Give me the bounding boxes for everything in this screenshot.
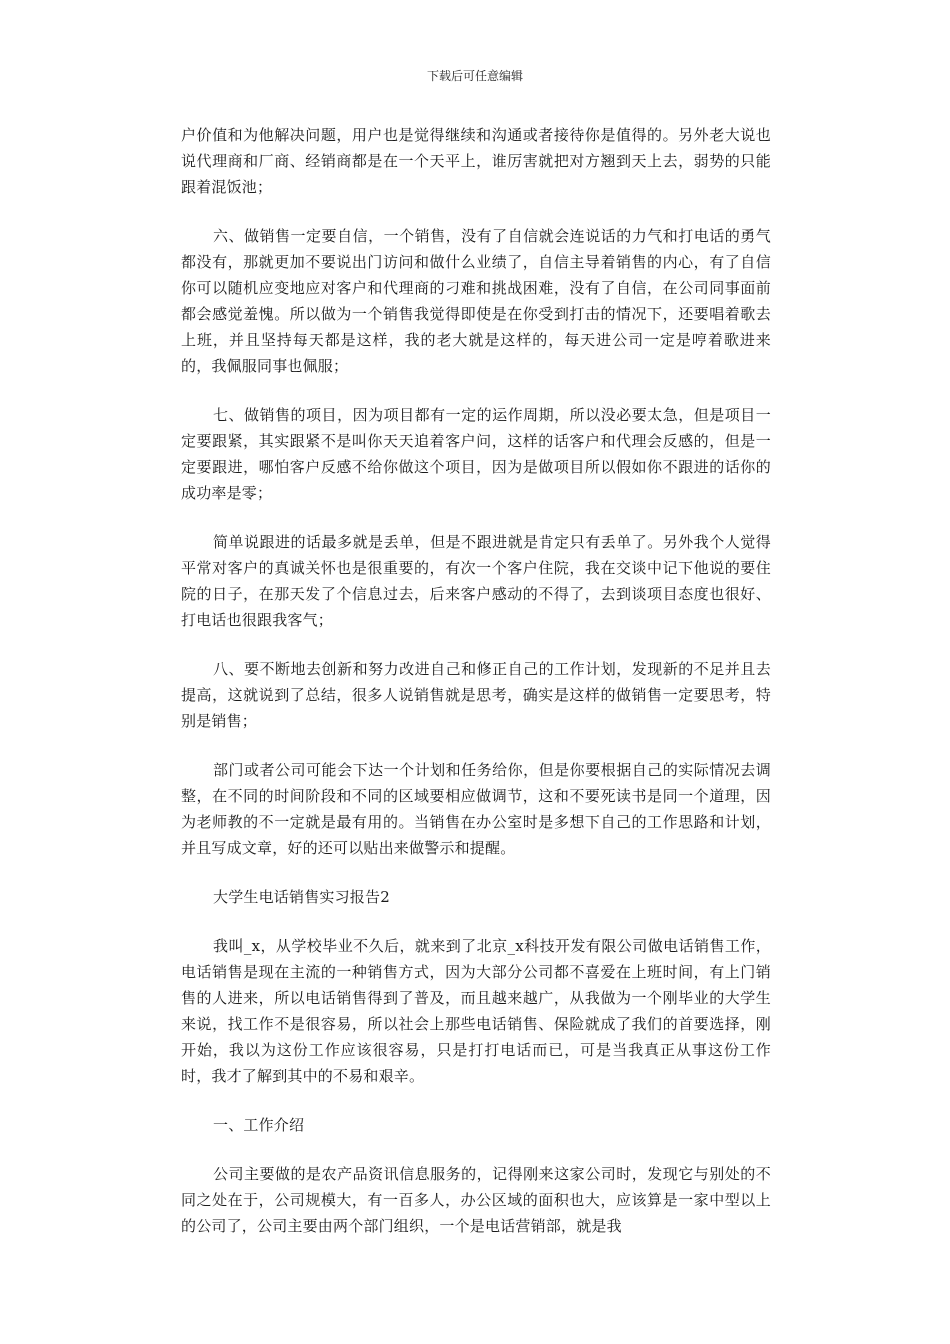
- paragraph-company-description: 公司主要做的是农产品资讯信息服务的，记得刚来这家公司时，发现它与别处的不同之处在于，公司规模大，有一百多人，办公区域的面积也大，应该算是一家中型以上的公司了，公司主要由两个部门组织，一个是电话营销部，就是我: [181, 1165, 771, 1235]
- paragraph-point-seven: 七、做销售的项目，因为项目都有一定的运作周期，所以没必要太急，但是项目一定要跟紧，其实跟紧不是叫你天天追着客户问，这样的话客户和代理会反感的，但是一定要跟进，哪怕客户反感不给你做这个项目，因为是做项目所以假如你不跟进的话你的成功率是零；: [181, 406, 771, 502]
- paragraph-point-six: 六、做销售一定要自信，一个销售，没有了自信就会连说话的力气和打电话的勇气都没有，那就更加不要说出门访问和做什么业绩了，自信主导着销售的内心，有了自信你可以随机应变地应对客户和代理商的刁难和挑战困难，没有了自信，在公司同事面前都会感觉羞愧。所以做为一个销售我觉得即使是在你受到打击的情况下，还要唱着歌去上班，并且坚持每天都是这样，我的老大就是这样的，每天进公司一定是哼着歌进来的，我佩服同事也佩服；: [181, 227, 771, 375]
- paragraph-adjust-plan: 部门或者公司可能会下达一个计划和任务给你，但是你要根据自己的实际情况去调整，在不同的时间阶段和不同的区域要相应做调节，这和不要死读书是同一个道理，因为老师教的不一定就是最有用的。当销售在办公室时是多想下自己的工作思路和计划，并且写成文章，好的还可以贴出来做警示和提醒。: [181, 761, 771, 857]
- paragraph-follow-up: 简单说跟进的话最多就是丢单，但是不跟进就是肯定只有丢单了。另外我个人觉得平常对客户的真诚关怀也是很重要的，有次一个客户住院，我在交谈中记下他说的要住院的日子，在那天发了个信息过去，后来客户感动的不得了，去到谈项目态度也很好、打电话也很跟我客气；: [181, 533, 771, 629]
- section-heading-work-intro: 一、工作介绍: [213, 1116, 305, 1134]
- paragraph-introduction: 我叫_x，从学校毕业不久后，就来到了北京_x科技开发有限公司做电话销售工作，电话销售是现在主流的一种销售方式，因为大部分公司都不喜爱在上班时间，有上门销售的人进来，所以电话销售得到了普及，而且越来越广，从我做为一个刚毕业的大学生来说，找工作不是很容易，所以社会上那些电话销售、保险就成了我们的首要选择，刚开始，我以为这份工作应该很容易，只是打打电话而已，可是当我真正从事这份工作时，我才了解到其中的不易和艰辛。: [181, 937, 771, 1085]
- paragraph-point-eight: 八、要不断地去创新和努力改进自己和修正自己的工作计划，发现新的不足并且去提高，这就说到了总结，很多人说销售就是思考，确实是这样的做销售一定要思考，特别是销售；: [181, 660, 771, 730]
- page-header: 下载后可任意编辑: [426, 69, 523, 83]
- paragraph-continuation: 户价值和为他解决问题，用户也是觉得继续和沟通或者接待你是值得的。另外老大说也说代理商和厂商、经销商都是在一个天平上，谁厉害就把对方翘到天上去，弱势的只能跟着混饭池；: [181, 126, 771, 196]
- report-title: 大学生电话销售实习报告2: [213, 888, 390, 906]
- document-body: [181, 122, 771, 1262]
